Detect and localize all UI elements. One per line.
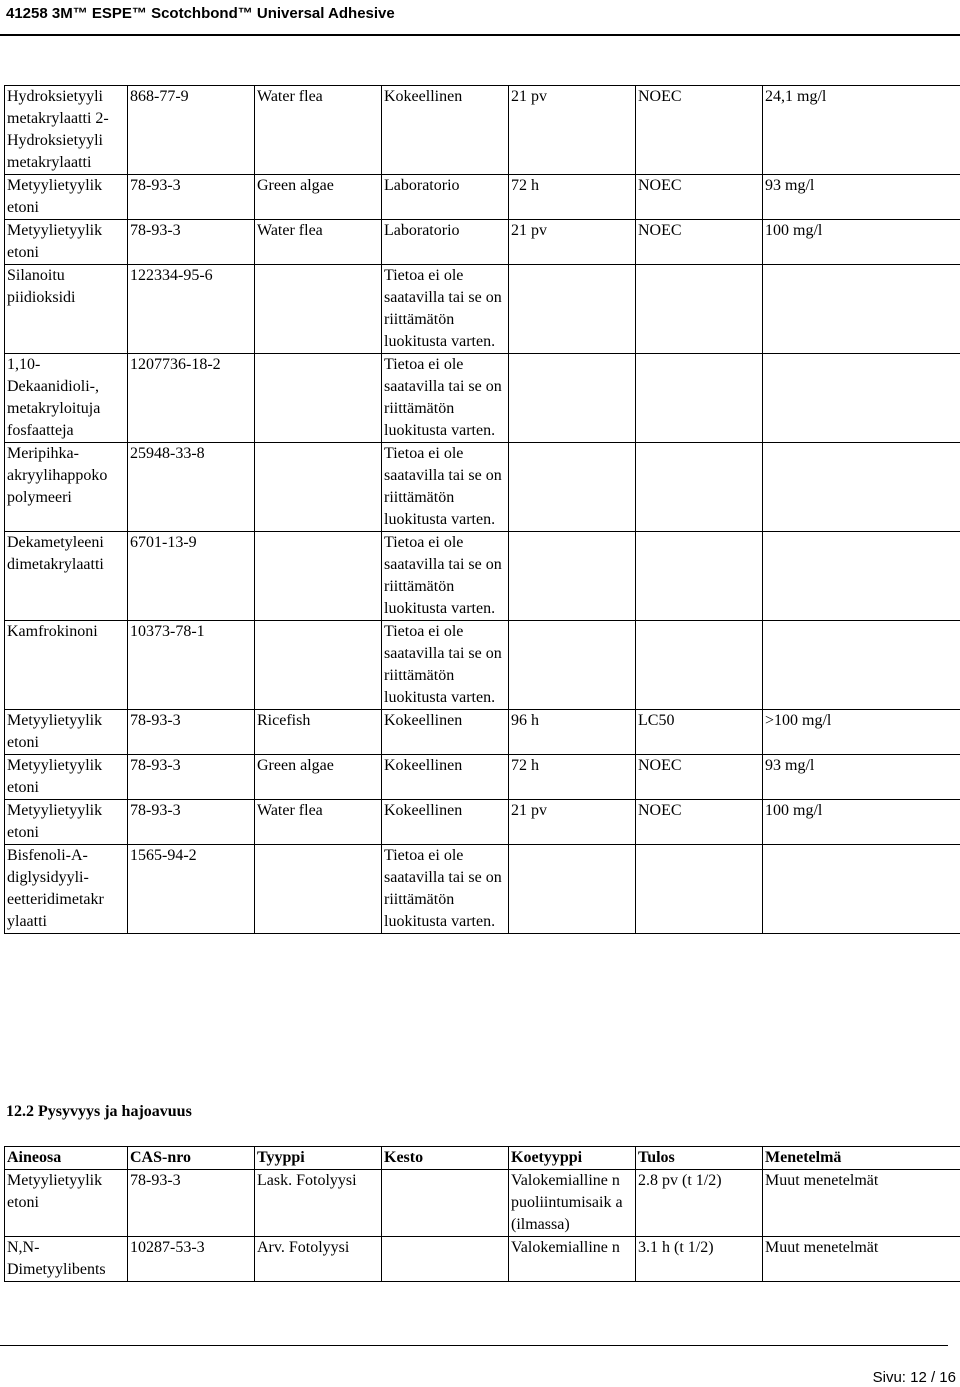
table-cell — [255, 621, 382, 710]
section-heading: 12.2 Pysyvyys ja hajoavuus — [6, 1103, 192, 1120]
table-cell — [509, 443, 636, 532]
table-cell: >100 mg/l — [763, 710, 960, 755]
table-cell: 100 mg/l — [763, 220, 960, 265]
table-cell: 78-93-3 — [128, 175, 255, 220]
table-cell: Water flea — [255, 220, 382, 265]
table-cell: Metyylietyylik etoni — [5, 220, 128, 265]
table-cell: Water flea — [255, 800, 382, 845]
table-cell: Silanoitu piidioksidi — [5, 265, 128, 354]
table-cell: 21 pv — [509, 800, 636, 845]
table-cell: 6701-13-9 — [128, 532, 255, 621]
column-header: Aineosa — [5, 1147, 128, 1170]
table-cell: 10373-78-1 — [128, 621, 255, 710]
table-cell — [763, 621, 960, 710]
table-cell: NOEC — [636, 220, 763, 265]
ecotoxicity-table — [4, 85, 960, 934]
table-cell: 72 h — [509, 175, 636, 220]
table-cell: 3.1 h (t 1/2) — [636, 1237, 763, 1282]
table-cell: 1207736-18-2 — [128, 354, 255, 443]
column-header: Kesto — [382, 1147, 509, 1170]
table-cell: N,N-Dimetyylibents — [5, 1237, 128, 1282]
table-cell: Tietoa ei ole saatavilla tai se on riittämätön luokitusta varten. — [382, 443, 509, 532]
table-row — [5, 354, 960, 443]
table-row — [5, 845, 960, 934]
table-cell: Green algae — [255, 755, 382, 800]
table-row — [5, 175, 960, 220]
table-cell: 78-93-3 — [128, 800, 255, 845]
table-cell: Tietoa ei ole saatavilla tai se on riittämätön luokitusta varten. — [382, 621, 509, 710]
table-cell: Tietoa ei ole saatavilla tai se on riittämätön luokitusta varten. — [382, 265, 509, 354]
table-cell: Water flea — [255, 86, 382, 175]
table-cell — [255, 532, 382, 621]
table-cell: 78-93-3 — [128, 755, 255, 800]
table-cell: Kokeellinen — [382, 800, 509, 845]
column-header: Koetyyppi — [509, 1147, 636, 1170]
column-header: Tyyppi — [255, 1147, 382, 1170]
table-cell: Kokeellinen — [382, 86, 509, 175]
table-cell: Valokemialline n puoliintumisaik a (ilmassa) — [509, 1170, 636, 1237]
table-cell: Lask. Fotolyysi — [255, 1170, 382, 1237]
table-cell: Tietoa ei ole saatavilla tai se on riittämätön luokitusta varten. — [382, 845, 509, 934]
table-cell: 122334-95-6 — [128, 265, 255, 354]
table-cell: 100 mg/l — [763, 800, 960, 845]
table-cell: Tietoa ei ole saatavilla tai se on riittämätön luokitusta varten. — [382, 532, 509, 621]
table-row — [5, 1237, 960, 1282]
table-cell: 24,1 mg/l — [763, 86, 960, 175]
table-cell — [763, 845, 960, 934]
table-cell: Metyylietyylik etoni — [5, 755, 128, 800]
table-cell: 72 h — [509, 755, 636, 800]
table-cell — [255, 354, 382, 443]
table-cell: 93 mg/l — [763, 175, 960, 220]
table-cell: 21 pv — [509, 220, 636, 265]
table-cell: 96 h — [509, 710, 636, 755]
table-cell: Green algae — [255, 175, 382, 220]
table-cell — [636, 845, 763, 934]
table-row — [5, 443, 960, 532]
table-cell — [255, 443, 382, 532]
table-cell: NOEC — [636, 175, 763, 220]
table-cell: 78-93-3 — [128, 710, 255, 755]
table-cell: 1,10-Dekaanidioli-, metakryloituja fosfaatteja — [5, 354, 128, 443]
table-cell: Kokeellinen — [382, 710, 509, 755]
table-cell — [636, 265, 763, 354]
table-cell — [382, 1170, 509, 1237]
table-cell: Laboratorio — [382, 175, 509, 220]
table-cell — [763, 443, 960, 532]
table-cell — [636, 443, 763, 532]
table-cell: Dekametyleeni dimetakrylaatti — [5, 532, 128, 621]
table-row — [5, 220, 960, 265]
table-cell — [255, 265, 382, 354]
column-header: Menetelmä — [763, 1147, 960, 1170]
table-cell — [509, 265, 636, 354]
table-cell — [636, 532, 763, 621]
table-cell: Arv. Fotolyysi — [255, 1237, 382, 1282]
table-cell: Ricefish — [255, 710, 382, 755]
table-cell: LC50 — [636, 710, 763, 755]
table-cell — [636, 354, 763, 443]
table-cell — [763, 354, 960, 443]
table-cell: 93 mg/l — [763, 755, 960, 800]
table-cell: 25948-33-8 — [128, 443, 255, 532]
table-row — [5, 800, 960, 845]
persistence-table — [4, 1146, 960, 1282]
table-cell: NOEC — [636, 755, 763, 800]
table-row — [5, 265, 960, 354]
table-cell: 78-93-3 — [128, 220, 255, 265]
table-header-row — [5, 1147, 960, 1170]
table-row — [5, 532, 960, 621]
table-cell: Kokeellinen — [382, 755, 509, 800]
table-cell — [763, 265, 960, 354]
page-number: Sivu: 12 / 16 — [872, 1369, 956, 1386]
table-cell: Metyylietyylik etoni — [5, 1170, 128, 1237]
table-cell: Muut menetelmät — [763, 1237, 960, 1282]
table-cell: Meripihka-akryylihappoko polymeeri — [5, 443, 128, 532]
table-cell: 21 pv — [509, 86, 636, 175]
table-cell: 78-93-3 — [128, 1170, 255, 1237]
table-cell: 868-77-9 — [128, 86, 255, 175]
table-cell: Metyylietyylik etoni — [5, 800, 128, 845]
footer-divider — [0, 1345, 948, 1346]
table-cell: Kamfrokinoni — [5, 621, 128, 710]
table-cell: Laboratorio — [382, 220, 509, 265]
header-divider — [0, 34, 960, 36]
table-cell — [509, 845, 636, 934]
table-cell: Muut menetelmät — [763, 1170, 960, 1237]
table-cell — [763, 532, 960, 621]
table-cell: Valokemialline n — [509, 1237, 636, 1282]
document-title: 41258 3M™ ESPE™ Scotchbond™ Universal Adhesive — [6, 5, 395, 22]
table-row — [5, 1170, 960, 1237]
table-cell: Metyylietyylik etoni — [5, 710, 128, 755]
table-row — [5, 621, 960, 710]
table-cell — [255, 845, 382, 934]
table-cell: Metyylietyylik etoni — [5, 175, 128, 220]
table-cell: Bisfenoli-A-diglysidyyli-eetteridimetakr ylaatti — [5, 845, 128, 934]
table-cell: 2.8 pv (t 1/2) — [636, 1170, 763, 1237]
table-cell: 10287-53-3 — [128, 1237, 255, 1282]
table-cell: Hydroksietyyli metakrylaatti 2-Hydroksietyyli metakrylaatti — [5, 86, 128, 175]
table-row — [5, 710, 960, 755]
column-header: Tulos — [636, 1147, 763, 1170]
table-cell: 1565-94-2 — [128, 845, 255, 934]
table-cell: NOEC — [636, 86, 763, 175]
table-cell — [509, 532, 636, 621]
table-cell: NOEC — [636, 800, 763, 845]
table-cell — [509, 354, 636, 443]
table-row — [5, 755, 960, 800]
table-cell — [382, 1237, 509, 1282]
table-cell — [636, 621, 763, 710]
table-cell — [509, 621, 636, 710]
column-header: CAS-nro — [128, 1147, 255, 1170]
table-row — [5, 86, 960, 175]
table-cell: Tietoa ei ole saatavilla tai se on riittämätön luokitusta varten. — [382, 354, 509, 443]
